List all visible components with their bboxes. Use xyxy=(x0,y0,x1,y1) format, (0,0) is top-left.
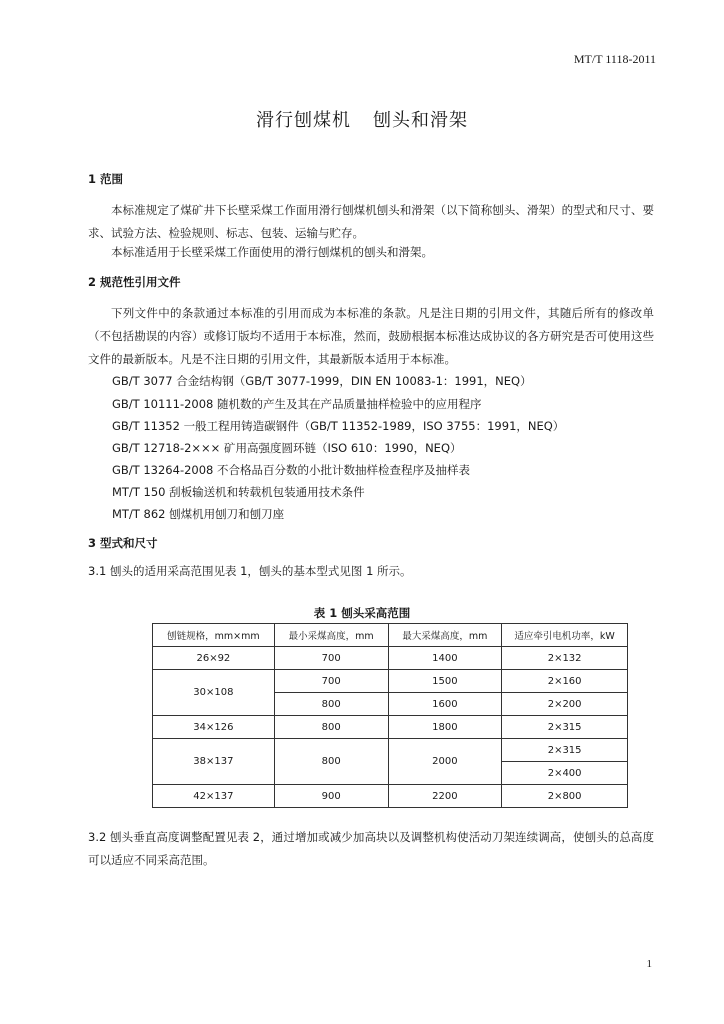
section-3-2-paragraph: 3.2 刨头垂直高度调整配置见表 2，通过增加或减少加高块以及调整机构使活动刀架连续调高，使刨头的总高度可以适应不同采高范围。 xyxy=(88,830,654,867)
table-row xyxy=(153,716,628,739)
table-cell: 1600 xyxy=(388,693,502,716)
table-cell: 2×800 xyxy=(502,785,628,808)
title-part-2: 刨头和滑架 xyxy=(373,110,468,131)
section-2-heading: 2 规范性引用文件 xyxy=(88,275,181,289)
table-header-cell: 刨链规格，mm×mm xyxy=(153,624,275,647)
table-cell: 2×132 xyxy=(502,647,628,670)
reference-item: MT/T 150 刮板输送机和转载机包装通用技术条件 xyxy=(112,485,365,499)
table-cell: 1400 xyxy=(388,647,502,670)
section-3-heading: 3 型式和尺寸 xyxy=(88,536,158,550)
table-cell: 800 xyxy=(274,739,388,785)
section-1-paragraph-1: 本标准规定了煤矿井下长壁采煤工作面用滑行刨煤机刨头和滑架（以下简称刨头、滑架）的型式和尺寸、要求、试验方法、检验规则、标志、包装、运输与贮存。 xyxy=(88,203,654,240)
table-row xyxy=(153,739,628,762)
table-cell: 42×137 xyxy=(153,785,275,808)
table-row xyxy=(153,785,628,808)
table-cell: 1500 xyxy=(388,670,502,693)
table-1-caption: 表 1 刨头采高范围 xyxy=(313,606,411,620)
table-cell: 1800 xyxy=(388,716,502,739)
table-cell: 800 xyxy=(274,693,388,716)
table-cell: 900 xyxy=(274,785,388,808)
table-cell: 38×137 xyxy=(153,739,275,785)
section-1-paragraph-2: 本标准适用于长壁采煤工作面使用的滑行刨煤机的刨头和滑架。 xyxy=(111,245,433,259)
table-cell: 2×315 xyxy=(502,739,628,762)
table-cell: 26×92 xyxy=(153,647,275,670)
table-cell: 2×160 xyxy=(502,670,628,693)
table-header-cell: 最大采煤高度，mm xyxy=(388,624,502,647)
table-cell: 700 xyxy=(274,670,388,693)
reference-item: GB/T 11352 一般工程用铸造碳钢件（GB/T 11352-1989，ISO 3755：1991，NEQ） xyxy=(112,419,565,433)
table-header-cell: 最小采煤高度，mm xyxy=(274,624,388,647)
reference-item: MT/T 862 刨煤机用刨刀和刨刀座 xyxy=(112,507,285,521)
table-1 xyxy=(152,623,628,808)
reference-item: GB/T 12718-2××× 矿用高强度圆环链（ISO 610：1990，NEQ） xyxy=(112,441,462,455)
section-2-paragraph-1: 下列文件中的条款通过本标准的引用而成为本标准的条款。凡是注日期的引用文件，其随后所有的修改单（不包括勘误的内容）或修订版均不适用于本标准，然而，鼓励根据本标准达成协议的各方研究是否可使用这些文件的最新版本。凡是不注日期的引用文件，其最新版本适用于本标准。 xyxy=(88,306,654,366)
title-part-1: 滑行刨煤机 xyxy=(256,110,351,131)
table-row xyxy=(153,647,628,670)
reference-item: GB/T 13264-2008 不合格品百分数的小批计数抽样检查程序及抽样表 xyxy=(112,463,471,477)
table-header-cell: 适应牵引电机功率，kW xyxy=(502,624,628,647)
table-header-row xyxy=(153,624,628,647)
table-cell: 30×108 xyxy=(153,670,275,716)
document-title xyxy=(0,106,724,132)
table-cell: 2200 xyxy=(388,785,502,808)
table-cell: 2000 xyxy=(388,739,502,785)
table-cell: 2×400 xyxy=(502,762,628,785)
table-cell: 34×126 xyxy=(153,716,275,739)
section-1-heading: 1 范围 xyxy=(88,172,124,186)
table-cell: 700 xyxy=(274,647,388,670)
section-3-1-paragraph: 3.1 刨头的适用采高范围见表 1，刨头的基本型式见图 1 所示。 xyxy=(88,564,412,578)
table-cell: 2×315 xyxy=(502,716,628,739)
reference-item: GB/T 3077 合金结构钢（GB/T 3077-1999，DIN EN 10083-1：1991，NEQ） xyxy=(112,374,532,388)
table-row xyxy=(153,670,628,693)
reference-item: GB/T 10111-2008 随机数的产生及其在产品质量抽样检验中的应用程序 xyxy=(112,397,482,411)
page-number: 1 xyxy=(646,958,652,970)
table-cell: 2×200 xyxy=(502,693,628,716)
table-cell: 800 xyxy=(274,716,388,739)
standard-code: MT/T 1118-2011 xyxy=(573,52,656,66)
